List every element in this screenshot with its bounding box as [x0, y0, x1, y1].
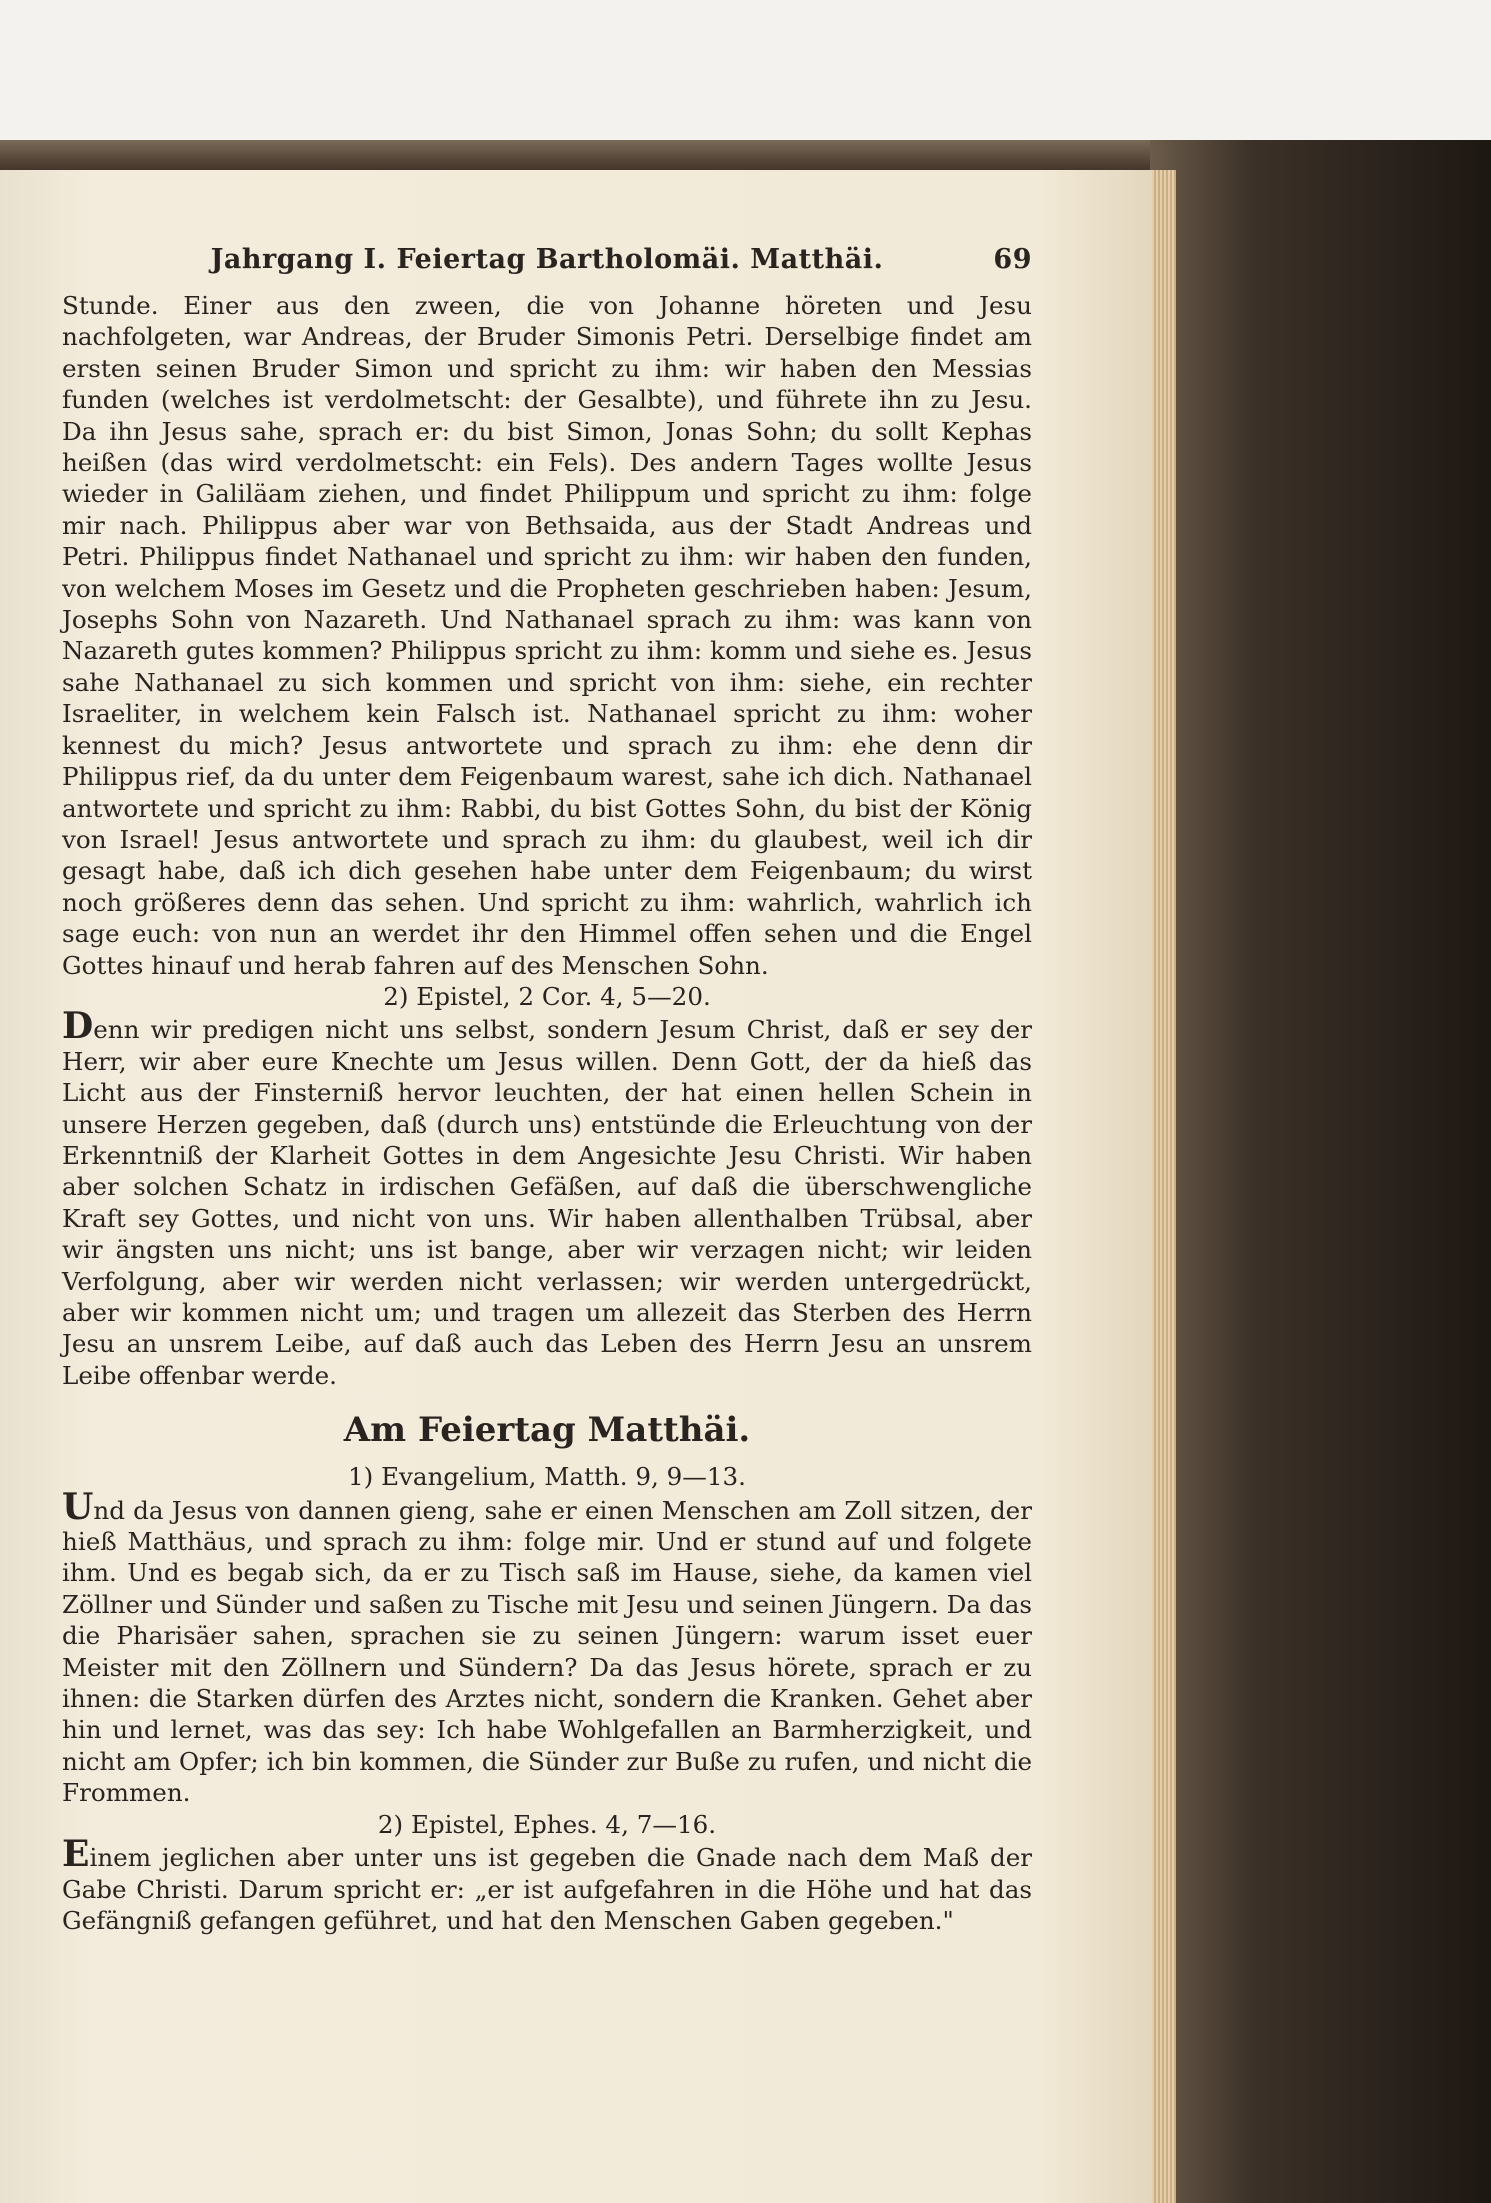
- feast-title-matthew: Am Feiertag Matthäi.: [343, 1410, 751, 1451]
- epistle-heading-matthew: 2) Epistel, Ephes. 4, 7—16.: [377, 1809, 717, 1839]
- epistle-text-bartholomew: [62, 1005, 1032, 1391]
- paragraph-text: Stunde. Einer aus den zween, die von Johanne höreten und Jesu nachfolgeten, war Andreas, der Bruder Simonis Petri. Derselbige findet am ersten seinen Bruder Simon und spricht zu ihm: wir haben den Messias funden (welches ist verdolmetscht: der Gesalbte), und führete ihn zu Jesu. Da ihn Jesus sahe, sprach er: du bist Simon, Jonas Sohn; du sollt Kephas heißen (das wird verdolmetscht: ein Fels). Des andern Tages wollte Jesus wieder in Galiläam ziehen, und findet Philippum und spricht zu ihm: folge mir nach. Philippus aber war von Bethsaida, aus der Stadt Andreas und Petri. Philippus findet Nathanael und spricht zu ihm: wir haben den funden, von welchem Moses im Gesetz und die Propheten geschrieben haben: Jesum, Josephs Sohn von Nazareth. Und Nathanael sprach zu ihm: was kann von Nazareth gutes kommen? Philippus spricht zu ihm: komm und siehe es. Jesus sahe Nathanael zu sich kommen und spricht von ihm: siehe, ein rechter Israeliter, in welchem kein Falsch ist. Nathanael spricht zu ihm: woher kennest du mich? Jesus antwortete und sprach zu ihm: ehe denn dir Philippus rief, da du unter dem Feigenbaum warest, sahe ich dich. Nathanael antwortete und spricht zu ihm: Rabbi, du bist Gottes Sohn, du bist der König von Israel! Jesus antwortete und sprach zu ihm: du glaubest, weil ich dir gesagt habe, daß ich dich gesehen habe unter dem Feigenbaum; du wirst noch größeres denn das sehen. Und spricht zu ihm: wahrlich, wahrlich ich sage euch: von nun an werdet ihr den Himmel offen sehen und die Engel Gottes hinauf und herab fahren auf des Menschen Sohn.: [62, 291, 1032, 980]
- drop-initial: D: [62, 1005, 94, 1048]
- drop-initial: E: [62, 1833, 90, 1876]
- gospel-heading-matthew: 1) Evangelium, Matth. 9, 9—13.: [348, 1462, 746, 1492]
- epistle-text-matthew: [62, 1833, 1032, 1936]
- paragraph-text: enn wir predigen nicht uns selbst, sondern Jesum Christ, daß er sey der Herr, wir aber eure Knechte um Jesus willen. Denn Gott, der da hieß das Licht aus der Finsterniß hervor leuchten, der hat einen hellen Schein in unsere Herzen gegeben, daß (durch uns) entstünde die Erleuchtung von der Erkenntniß der Klarheit Gottes in dem Angesichte Jesu Christi. Wir haben aber solchen Schatz in irdischen Gefäßen, auf daß die überschwengliche Kraft sey Gottes, und nicht von uns. Wir haben allenthalben Trübsal, aber wir ängsten uns nicht; uns ist bange, aber wir verzagen nicht; wir leiden Verfolgung, aber wir werden nicht verlassen; wir werden untergedrückt, aber wir kommen nicht um; und tragen um allezeit das Sterben des Herrn Jesu an unsrem Leibe, auf daß auch das Leben des Herrn Jesu an unsrem Leibe offenbar werde.: [62, 1015, 1032, 1390]
- paragraph-text: inem jeglichen aber unter uns ist gegeben die Gnade nach dem Maß der Gabe Christi. Darum spricht er: „er ist aufgefahren in die Höhe und hat das Gefängniß gefangen geführet, und hat den Menschen Gaben gegeben.": [62, 1843, 1032, 1935]
- gospel-text-continued: [62, 290, 1032, 981]
- running-head: [62, 244, 1032, 284]
- page-content: [62, 244, 1032, 1936]
- page-stack-edge: [1150, 170, 1176, 2203]
- drop-initial: U: [62, 1485, 94, 1528]
- page-number: 69: [993, 244, 1032, 275]
- paragraph-text: nd da Jesus von dannen gieng, sahe er einen Menschen am Zoll sitzen, der hieß Matthäus, und sprach zu ihm: folge mir. Und er stund auf und folgete ihm. Und es begab sich, da er zu Tisch saß im Hause, siehe, da kamen viel Zöllner und Sünder und saßen zu Tische mit Jesu und seinen Jüngern. Da das die Pharisäer sahen, sprachen sie zu seinen Jüngern: warum isset euer Meister mit den Zöllnern und Sündern? Da das Jesus hörete, sprach er zu ihnen: die Starken dürfen des Arztes nicht, sondern die Kranken. Gehet aber hin und lernet, was das sey: Ich habe Wohlgefallen an Barmherzigkeit, und nicht am Opfer; ich bin kommen, die Sünder zur Buße zu rufen, und nicht die Frommen.: [62, 1495, 1032, 1808]
- book-cover-edge: [1150, 140, 1491, 2203]
- epistle-heading-bartholomew: 2) Epistel, 2 Cor. 4, 5—20.: [383, 981, 711, 1011]
- gospel-text-matthew: [62, 1485, 1032, 1809]
- running-head-title: Jahrgang I. Feiertag Bartholomäi. Matthäi.: [210, 244, 884, 275]
